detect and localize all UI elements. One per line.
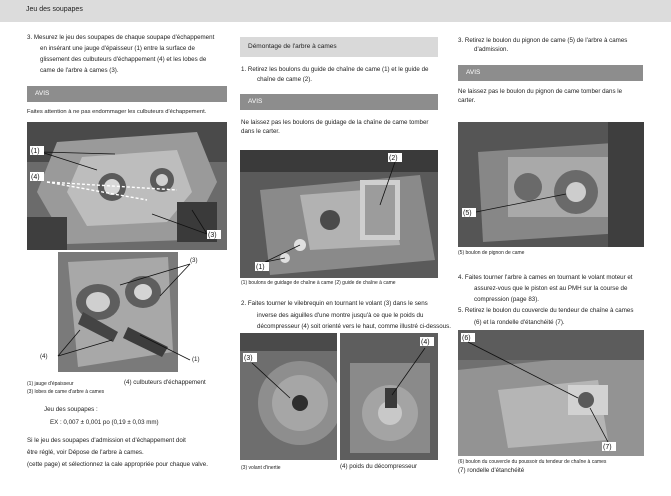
photo-tensioner-bolt [458, 330, 644, 456]
col2-step1-line2: chaîne de came (2). [257, 76, 313, 83]
photo-cam-sprocket-bolt [458, 122, 644, 247]
col2-caption1: (1) boulons de guidage de chaîne à came (2) guide de chaîne à came [241, 280, 396, 286]
col1-step3-line1: 3. Mesurez le jeu des soupapes de chaque soupape d'échappement [27, 34, 215, 41]
col2-caption-right: (4) poids du décompresseur [340, 463, 418, 470]
col3-step4-line2: assurez-vous que le piston est au PMH sur la course de [474, 285, 628, 292]
photo-flywheel [240, 333, 337, 460]
col2-avis-banner: AVIS [240, 94, 438, 110]
col1-avis-text: Faites attention à ne pas endommager les culbuteurs d'échappement. [27, 109, 207, 115]
photo-decompressor-weight [340, 333, 438, 460]
page-header [0, 0, 671, 22]
photo1-label-1: (1) [31, 148, 40, 155]
col3-photo1-label-5: (5) [463, 210, 472, 217]
col3-caption2-line1: (6) boulon du couvercle du poussoir du tendeur de chaîne à cames [458, 459, 607, 465]
col3-step5-line1: 5. Retirez le boulon du couvercle du tendeur de chaîne à cames [458, 307, 634, 314]
col3-caption1: (5) boulon de pignon de came [458, 250, 525, 256]
photo-exhaust-rockers [27, 122, 227, 250]
col3-step3-line2: d'admission. [474, 46, 509, 53]
col1-note-2: être réglé, voir Dépose de l'arbre à cames. [27, 449, 144, 456]
photo1-label-4: (4) [31, 174, 40, 181]
col3-avis-line2: carter. [458, 97, 476, 104]
col2-step1-line1: 1. Retirez les boulons du guide de chaîne de came (1) et le guide de [241, 66, 429, 73]
col3-step4-line3: compression (page 83). [474, 296, 540, 303]
photo-feeler-gauge [58, 252, 178, 372]
flywheel-label-3: (3) [244, 355, 253, 362]
photo2-label-3: (3) [190, 257, 198, 264]
photo-cam-chain-guide [240, 150, 438, 278]
col1-legend-4: (4) culbuteurs d'échappement [124, 379, 206, 386]
col3-photo2-label-7: (7) [603, 444, 612, 451]
decompressor-label-4: (4) [421, 339, 430, 346]
col3-step5-line2: (6) et la rondelle d'étanchéité (7). [474, 319, 565, 326]
col2-photo-label-1: (1) [256, 264, 265, 271]
spec-value: EX : 0,007 ± 0,001 po (0,19 ± 0,03 mm) [50, 419, 159, 426]
header-title: Jeu des soupapes [26, 6, 83, 13]
col2-avis-line1: Ne laissez pas les boulons de guidage de la chaîne de came tomber [241, 119, 429, 126]
col1-step3-line4: came de l'arbre à cames (3). [40, 67, 119, 74]
col2-step2-line1: 2. Faites tourner le vilebrequin en tournant le volant (3) dans le sens [241, 300, 428, 307]
col3-photo2-label-6: (6) [462, 335, 471, 342]
col1-step3-line3: glissement des culbuteurs d'échappement (4) et les lobes de [40, 56, 207, 63]
photo2-label-1: (1) [192, 356, 200, 363]
col1-note-1: Si le jeu des soupapes d'admission et d'échappement doit [27, 437, 186, 444]
col1-note-3: (cette page) et sélectionnez la cale appropriée pour chaque valve. [27, 461, 208, 468]
col1-avis-banner: AVIS [27, 86, 227, 102]
photo2-label-4: (4) [40, 353, 48, 360]
section-title-camshaft-removal: Démontage de l'arbre à cames [240, 37, 438, 57]
col3-step4-line1: 4. Faites tourner l'arbre à cames en tournant le volant moteur et [458, 274, 633, 281]
col3-caption2-line2: (7) rondelle d'étanchéité [458, 467, 525, 474]
col1-legend-1: (1) jauge d'épaisseur [27, 381, 74, 387]
col2-step2-line2: inverse des aiguilles d'une montre jusqu'à ce que le poids du [257, 312, 424, 319]
spec-title: Jeu des soupapes : [44, 406, 98, 413]
col3-avis-line1: Ne laissez pas le boulon du pignon de came tomber dans le [458, 88, 623, 95]
col1-legend-3: (3) lobes de came d'arbre à cames [27, 389, 105, 395]
photo1-label-3: (3) [208, 232, 217, 239]
col1-step3-line2: en insérant une jauge d'épaisseur (1) entre la surface de [40, 45, 195, 52]
col2-avis-line2: dans le carter. [241, 128, 280, 135]
col2-step2-line3: décompresseur (4) soit orienté vers le haut, comme illustré ci-dessous. [257, 323, 451, 330]
col3-avis-banner: AVIS [458, 65, 643, 81]
col2-photo-label-2: (2) [389, 155, 398, 162]
col3-step3-line1: 3. Retirez le boulon du pignon de came (5) de l'arbre à cames [458, 37, 628, 44]
col2-caption-left: (3) volant d'inertie [241, 465, 281, 471]
